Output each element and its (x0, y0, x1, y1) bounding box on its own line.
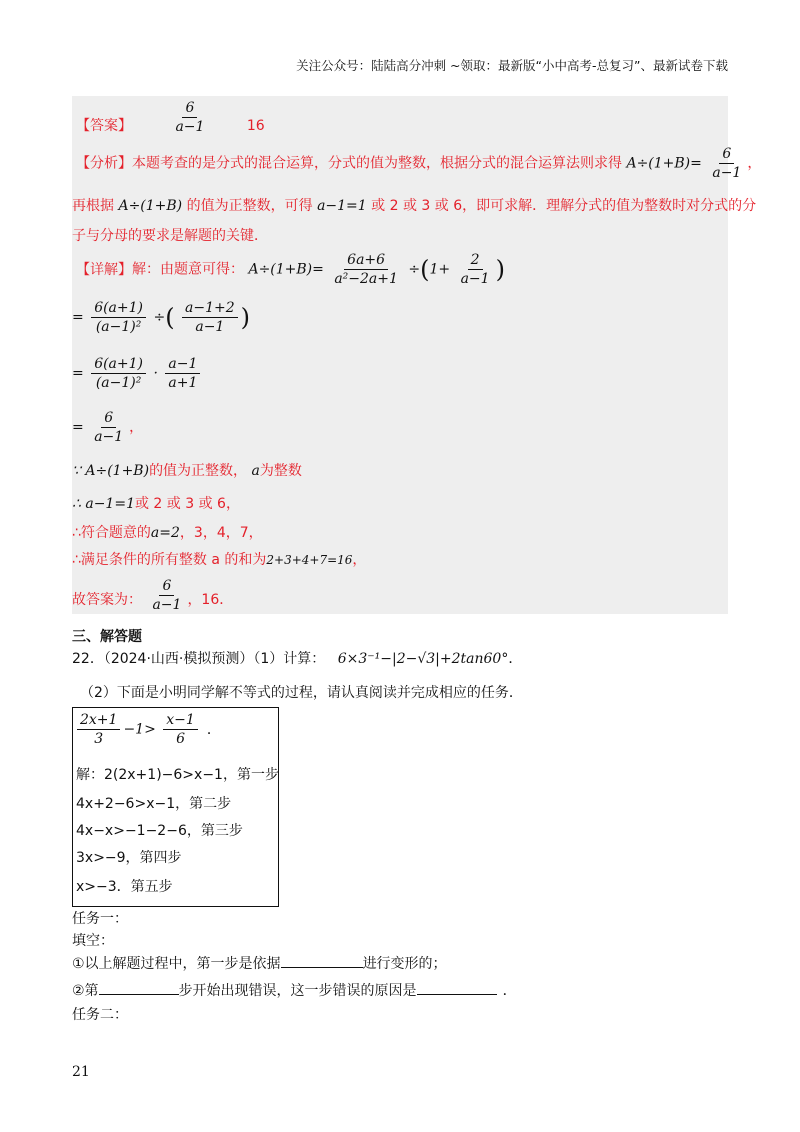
frac-numerator: 6a+6 (344, 252, 388, 270)
analysis-line-3: 子与分母的要求是解题的关键． (72, 228, 268, 244)
box-step-1: 解：2(2x+1)−6>x−1，第一步 (76, 767, 279, 783)
frac-denominator: (a−1)² (95, 375, 142, 392)
detail-text: 的值为正整数， (149, 463, 248, 479)
fill-text: 步开始出现错误，这一步错误的原因是 (178, 983, 417, 999)
analysis-fraction (709, 146, 744, 181)
box-step-3: 4x−x>−1−2−6，第三步 (76, 823, 243, 839)
question-number: 22． (72, 651, 104, 667)
math-expression: ∵ A÷(1+B) (72, 463, 150, 479)
analysis-text: 的值为正整数，可得 (186, 198, 313, 214)
detail-text: 故答案为： (72, 591, 142, 608)
detail-therefore-3 (72, 549, 366, 569)
frac-denominator: a+1 (168, 375, 198, 392)
analysis-text: 再根据 (72, 198, 114, 214)
fill-text: 进行变形的； (362, 956, 447, 972)
frac-numerator: 2x+1 (77, 712, 120, 730)
analysis-line-2 (72, 195, 756, 215)
detail-text: ∴符合题意的 (72, 525, 151, 541)
answer-blank-2[interactable] (99, 994, 179, 995)
frac-numerator: 6 (101, 410, 116, 428)
math-expression: A÷(1+B) (118, 198, 183, 214)
answer-label: 【答案】 (76, 117, 132, 134)
detail-text: 或 2 或 3 或 6， (134, 496, 240, 512)
detail-text: ∴满足条件的所有整数 a 的和为 (72, 552, 267, 568)
math-expression: ∴ a−1=1 (72, 496, 135, 512)
question-22-part2: （2）下面是小明同学解不等式的过程，请认真阅读并完成相应的任务． (80, 685, 523, 701)
answer-row (76, 100, 265, 135)
detail-final (72, 578, 233, 613)
detail-text: ，16． (187, 591, 234, 608)
detail-fraction (91, 300, 146, 335)
math-expression: 2+3+4+7=16 (266, 553, 353, 567)
fill-text: ①以上解题过程中，第一步是依据 (72, 956, 281, 972)
frac-numerator: 6 (159, 578, 174, 596)
fill-question-2 (72, 980, 517, 1000)
frac-denominator: a−1 (152, 597, 182, 614)
detail-line-2: = $\frac{6(a+1)}{\text{(a−1)²}}$ · $\frac{a-1}{a+1}$ (72, 356, 203, 391)
frac-denominator: a−1 (175, 119, 205, 136)
question-22 (72, 648, 522, 668)
math-expression: −1> (123, 721, 156, 738)
task-two-label: 任务二： (72, 1007, 128, 1023)
punctuation: ． (508, 651, 523, 667)
fill-question-1 (72, 953, 447, 973)
answer-fraction (172, 100, 207, 135)
box-step-4: 3x>−9，第四步 (76, 850, 182, 866)
detail-line-1: = $\frac{6(a+1)}{\text{(a−1)²}}$ ÷( $\frac{a-1+2}{a-1}$ ) (72, 300, 251, 336)
frac-denominator: a²−2a+1 (334, 271, 398, 288)
math-expression: A÷(1+B) (626, 155, 691, 172)
detail-text: 解：由题意可得： (132, 261, 244, 278)
frac-denominator: a−1 (460, 271, 490, 288)
frac-denominator: a−1 (195, 319, 225, 336)
detail-line-0: 【详解】解：由题意可得： A÷(1+B)= $\frac{6a+6}{\text{a²−2a+1}}$ ÷(1+ $\frac{2}{a-1}$ ) (76, 252, 505, 288)
question-text: （2024·山西·模拟预测）（1）计算： (103, 651, 326, 667)
frac-numerator: x−1 (163, 712, 198, 730)
math-expression: a−1=1 (317, 198, 367, 214)
detail-because (72, 460, 302, 480)
page-header: 关注公众号：陆陆高分冲刺 ~领取：最新版“小中高考-总复习”、最新试卷下载 (296, 58, 728, 73)
analysis-text: 或 2 或 3 或 6，即可求解．理解分式的值为整数时对分式的分 (371, 198, 757, 214)
detail-fraction (91, 356, 146, 391)
frac-numerator: 6 (182, 100, 197, 118)
math-expression: 6×3⁻¹−|2−√3|+2tan60° (337, 651, 509, 667)
fill-label: 填空： (72, 933, 114, 949)
math-expression: A÷(1+B)= (248, 261, 324, 278)
frac-denominator: a−1 (94, 429, 124, 446)
frac-denominator: a−1 (712, 165, 742, 182)
punctuation: ． (502, 983, 517, 999)
punctuation: ， (747, 155, 762, 172)
section-title: 三、解答题 (72, 629, 142, 645)
detail-fraction (182, 300, 238, 335)
detail-fraction (331, 252, 401, 287)
frac-denominator: 6 (176, 731, 186, 748)
frac-numerator: 6(a+1) (91, 300, 146, 318)
frac-numerator: 6 (719, 146, 734, 164)
frac-numerator: a−1+2 (182, 300, 238, 318)
frac-denominator: 3 (94, 731, 104, 748)
answer-blank-1[interactable] (281, 967, 363, 968)
box-fraction (163, 712, 198, 747)
punctuation: ． (206, 721, 221, 738)
final-fraction (149, 578, 184, 613)
detail-line-3: = $\frac{6}{a-1}$ ， (72, 410, 144, 446)
punctuation: ， (352, 552, 367, 568)
analysis-text: 本题考查的是分式的混合运算，分式的值为整数，根据分式的混合运算法则求得 (132, 155, 622, 172)
fill-text: ②第 (72, 983, 99, 999)
answer-blank-3[interactable] (417, 994, 497, 995)
box-step-2: 4x+2−6>x−1，第二步 (76, 796, 232, 812)
box-inequality (74, 712, 221, 747)
box-fraction (77, 712, 120, 747)
box-step-5: x>−3．第五步 (76, 879, 173, 895)
frac-numerator: 2 (468, 252, 483, 270)
detail-fraction (458, 252, 493, 287)
detail-label: 【详解】 (76, 261, 132, 278)
task-one-label: 任务一： (72, 911, 128, 927)
frac-denominator: (a−1)² (95, 319, 142, 336)
detail-fraction (165, 356, 200, 391)
analysis-label: 【分析】 (76, 155, 132, 172)
detail-text: 为整数 (259, 463, 302, 479)
math-variable: a (251, 463, 260, 479)
page-number: 21 (72, 1064, 90, 1080)
detail-therefore-2 (72, 522, 263, 542)
math-expression: a=2 (150, 525, 180, 541)
detail-fraction (91, 410, 126, 445)
detail-therefore-1 (72, 493, 240, 513)
frac-numerator: a−1 (165, 356, 200, 374)
detail-text: ，3，4，7， (179, 525, 263, 541)
answer-value: 16 (246, 117, 265, 134)
frac-numerator: 6(a+1) (91, 356, 146, 374)
analysis-line-1: 【分析】本题考查的是分式的混合运算，分式的值为整数，根据分式的混合运算法则求得 A÷(1+B)= $\frac{6}{a-1}$ ， (76, 146, 762, 182)
